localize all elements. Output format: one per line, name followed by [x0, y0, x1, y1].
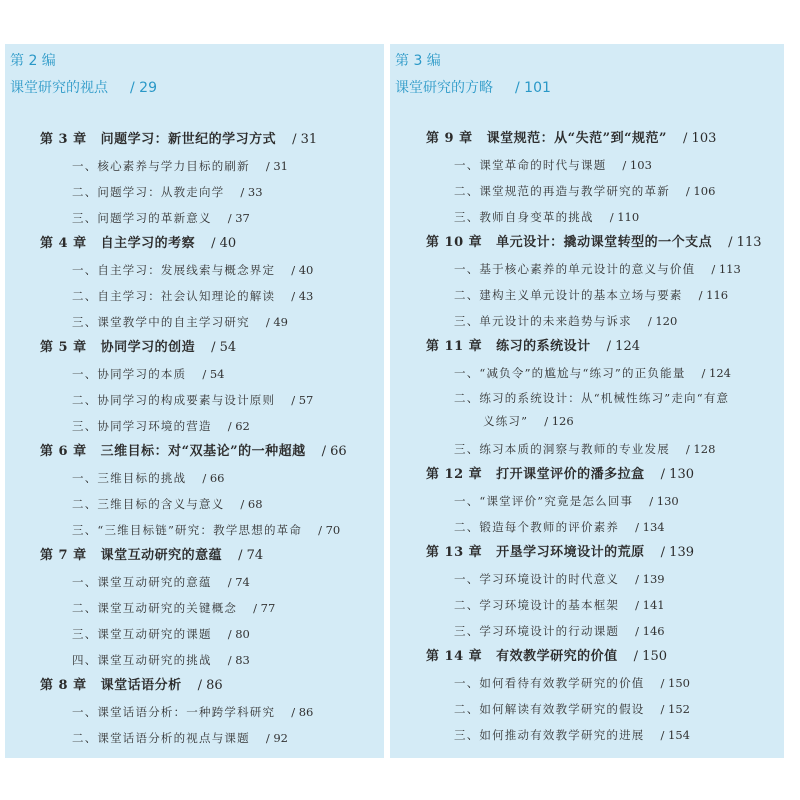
page-number: / 124 [606, 339, 640, 354]
section-title: 二、三维目标的含义与意义 [72, 497, 225, 511]
toc-chapter-entry [5, 335, 384, 361]
toc-section-entry [5, 725, 384, 751]
chapter-number: 第 14 章 [426, 649, 483, 664]
toc-section-entry [390, 360, 784, 386]
chapter-number: 第 10 章 [426, 235, 483, 250]
page-number: / 43 [291, 289, 314, 303]
section-title: 二、自主学习：社会认知理论的解读 [72, 289, 276, 303]
toc-section-entry [5, 361, 384, 387]
toc-section-entry [5, 621, 384, 647]
toc-panel-part-3 [390, 44, 784, 758]
chapter-title: 课堂规范：从“失范”到“规范” [486, 131, 668, 146]
page-number: / 62 [227, 419, 250, 433]
page-number: / 139 [660, 545, 694, 560]
section-title: 一、如何看待有效教学研究的价值 [454, 676, 645, 690]
toc-section-entry [5, 309, 384, 335]
page-number: / 77 [253, 601, 276, 615]
page-number: / 57 [291, 393, 314, 407]
section-title: 二、课堂互动研究的关键概念 [72, 601, 238, 615]
section-title: 一、核心素养与学力目标的刷新 [72, 159, 250, 173]
chapter-number: 第 11 章 [426, 339, 483, 354]
toc-section-entry-continued [390, 410, 784, 436]
section-title: 二、问题学习：从教走向学 [72, 185, 225, 199]
page-number: / 141 [635, 598, 665, 612]
toc-chapter-entry [390, 334, 784, 360]
chapter-number: 第 9 章 [426, 131, 473, 146]
section-title: 二、协同学习的构成要素与设计原则 [72, 393, 276, 407]
chapter-number: 第 12 章 [426, 467, 483, 482]
part-title [395, 77, 551, 97]
page-number: / 103 [683, 131, 717, 146]
section-title: 三、课堂互动研究的课题 [72, 627, 212, 641]
section-title: 一、基于核心素养的单元设计的意义与价值 [454, 262, 696, 276]
page-number: / 86 [291, 705, 314, 719]
toc-section-entry [390, 436, 784, 462]
page-number: / 68 [240, 497, 263, 511]
toc-list [390, 126, 784, 748]
section-title: 三、协同学习环境的营造 [72, 419, 212, 433]
page-number: / 150 [660, 676, 690, 690]
page-number: / 86 [197, 678, 223, 693]
page-number: / 146 [635, 624, 665, 638]
chapter-title: 练习的系统设计 [496, 339, 591, 354]
page-number: / 110 [609, 210, 640, 224]
toc-section-entry [390, 514, 784, 540]
chapter-number: 第 3 章 [40, 132, 87, 147]
section-title: 三、单元设计的未来趋势与诉求 [454, 314, 632, 328]
toc-section-entry [5, 647, 384, 673]
part-page-number: / 101 [515, 80, 551, 96]
page-number: / 70 [318, 523, 341, 537]
toc-section-entry [5, 153, 384, 179]
section-title-continued: 义练习” [483, 414, 529, 428]
section-title: 三、教师自身变革的挑战 [454, 210, 594, 224]
section-title: 一、自主学习：发展线索与概念界定 [72, 263, 276, 277]
toc-section-entry [390, 696, 784, 722]
toc-section-entry [390, 488, 784, 514]
toc-chapter-entry [5, 673, 384, 699]
chapter-title: 三维目标：对“双基论”的一种超越 [100, 444, 306, 459]
toc-section-entry [5, 387, 384, 413]
chapter-title: 有效教学研究的价值 [496, 649, 618, 664]
toc-section-entry [390, 178, 784, 204]
toc-section-entry [5, 179, 384, 205]
toc-section-entry [390, 670, 784, 696]
section-title: 一、课堂互动研究的意蕴 [72, 575, 212, 589]
page-number: / 74 [238, 548, 264, 563]
page-number: / 124 [701, 366, 731, 380]
page-number: / 74 [227, 575, 250, 589]
section-title: 一、“减负令”的尴尬与“练习”的正负能量 [454, 366, 686, 380]
page-number: / 83 [227, 653, 250, 667]
toc-chapter-entry [5, 127, 384, 153]
section-title: 二、学习环境设计的基本框架 [454, 598, 620, 612]
toc-chapter-entry [5, 439, 384, 465]
page-number: / 80 [227, 627, 250, 641]
section-title: 一、课堂革命的时代与课题 [454, 158, 607, 172]
page-number: / 40 [291, 263, 314, 277]
part-title-text: 课堂研究的方略 [395, 80, 493, 96]
toc-section-entry [390, 308, 784, 334]
page-number: / 92 [265, 731, 288, 745]
toc-section-entry [5, 257, 384, 283]
toc-section-entry [390, 152, 784, 178]
page-number: / 37 [227, 211, 250, 225]
section-title: 三、练习本质的洞察与教师的专业发展 [454, 442, 670, 456]
section-title: 二、练习的系统设计：从“机械性练习”走向“有意 [454, 391, 730, 405]
chapter-number: 第 13 章 [426, 545, 483, 560]
toc-panel-part-2 [5, 44, 384, 758]
part-title [10, 77, 157, 97]
page-number: / 139 [635, 572, 665, 586]
section-title: 三、问题学习的革新意义 [72, 211, 212, 225]
section-title: 四、课堂互动研究的挑战 [72, 653, 212, 667]
section-title: 一、课堂话语分析：一种跨学科研究 [72, 705, 276, 719]
toc-chapter-entry [5, 543, 384, 569]
part-title-text: 课堂研究的视点 [10, 80, 108, 96]
chapter-title: 协同学习的创造 [100, 340, 196, 355]
page-number: / 120 [647, 314, 678, 328]
page-number: / 113 [728, 235, 762, 250]
toc-section-entry [5, 283, 384, 309]
page-number: / 31 [265, 159, 288, 173]
page-number: / 154 [660, 728, 690, 742]
page-number: / 150 [633, 649, 667, 664]
page-number: / 134 [635, 520, 665, 534]
section-title: 二、如何解读有效教学研究的假设 [454, 702, 645, 716]
toc-section-entry [390, 722, 784, 748]
page-number: / 113 [711, 262, 741, 276]
toc-chapter-entry [390, 126, 784, 152]
page-number: / 130 [649, 494, 679, 508]
page-number: / 66 [321, 444, 347, 459]
chapter-number: 第 5 章 [40, 340, 87, 355]
section-title: 一、学习环境设计的时代意义 [454, 572, 620, 586]
toc-section-entry [5, 699, 384, 725]
toc-section-entry [390, 386, 784, 410]
toc-section-entry [390, 592, 784, 618]
part-label: 第 2 编 [10, 53, 56, 69]
chapter-number: 第 7 章 [40, 548, 87, 563]
part-label: 第 3 编 [395, 53, 441, 69]
chapter-number: 第 8 章 [40, 678, 87, 693]
page-number: / 126 [544, 414, 574, 428]
toc-section-entry [390, 566, 784, 592]
section-title: 三、如何推动有效教学研究的进展 [454, 728, 645, 742]
page-number: / 116 [698, 288, 729, 302]
chapter-title: 问题学习：新世纪的学习方式 [100, 132, 277, 147]
section-title: 一、协同学习的本质 [72, 367, 187, 381]
page-number: / 106 [685, 184, 716, 198]
toc-section-entry [390, 618, 784, 644]
page-number: / 54 [211, 340, 237, 355]
section-title: 一、三维目标的挑战 [72, 471, 187, 485]
toc-chapter-entry [390, 462, 784, 488]
section-title: 一、“课堂评价”究竟是怎么回事 [454, 494, 634, 508]
toc-list [5, 127, 384, 751]
toc-section-entry [5, 413, 384, 439]
toc-chapter-entry [390, 230, 784, 256]
toc-section-entry [390, 282, 784, 308]
chapter-title: 课堂互动研究的意蕴 [100, 548, 223, 563]
page-number: / 152 [660, 702, 690, 716]
toc-section-entry [5, 569, 384, 595]
section-title: 二、课堂规范的再造与教学研究的革新 [454, 184, 670, 198]
page-number: / 128 [685, 442, 716, 456]
chapter-title: 开垦学习环境设计的荒原 [496, 545, 645, 560]
page-number: / 31 [292, 132, 318, 147]
part-page-number: / 29 [130, 80, 157, 96]
section-title: 二、建构主义单元设计的基本立场与要素 [454, 288, 683, 302]
page-number: / 33 [240, 185, 263, 199]
page-number: / 40 [211, 236, 237, 251]
chapter-title: 自主学习的考察 [100, 236, 196, 251]
toc-section-entry [390, 256, 784, 282]
toc-section-entry [5, 205, 384, 231]
chapter-title: 单元设计：撬动课堂转型的一个支点 [496, 235, 713, 250]
toc-chapter-entry [5, 231, 384, 257]
page-number: / 130 [660, 467, 694, 482]
toc-section-entry [390, 204, 784, 230]
chapter-title: 课堂话语分析 [100, 678, 182, 693]
section-title: 二、课堂话语分析的视点与课题 [72, 731, 250, 745]
toc-section-entry [5, 517, 384, 543]
chapter-number: 第 4 章 [40, 236, 87, 251]
toc-section-entry [5, 595, 384, 621]
toc-section-entry [5, 491, 384, 517]
chapter-title: 打开课堂评价的潘多拉盒 [496, 467, 645, 482]
toc-section-entry [5, 465, 384, 491]
section-title: 三、“三维目标链”研究：教学思想的革命 [72, 523, 303, 537]
page-number: / 54 [202, 367, 225, 381]
section-title: 二、锻造每个教师的评价素养 [454, 520, 620, 534]
chapter-number: 第 6 章 [40, 444, 87, 459]
toc-chapter-entry [390, 644, 784, 670]
toc-chapter-entry [390, 540, 784, 566]
page-number: / 49 [265, 315, 288, 329]
section-title: 三、课堂教学中的自主学习研究 [72, 315, 250, 329]
page-number: / 66 [202, 471, 225, 485]
page-number: / 103 [622, 158, 652, 172]
section-title: 三、学习环境设计的行动课题 [454, 624, 620, 638]
